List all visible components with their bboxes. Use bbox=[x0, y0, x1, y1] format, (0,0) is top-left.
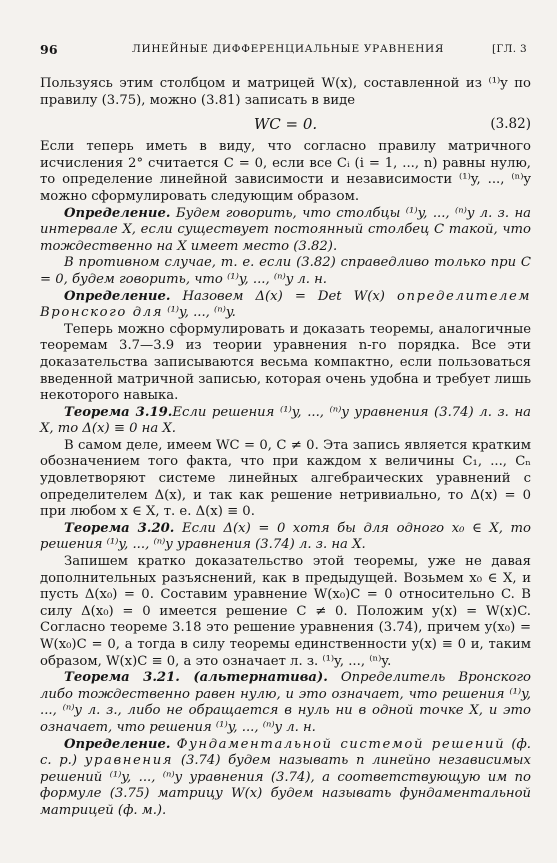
paragraph: Запишем кратко доказательство этой теоремы, уже не давая дополнительных разъяснений, как в предыдущей. Возьмем x₀ ∈ X, и пусть Δ(x₀) = 0. Составим уравнение W(x₀)C = 0 относительно C. В силу Δ(x₀) = 0 имеется решение C ≠ 0. Положим y(x) = W(x)C. Согласно теореме 3.18 это решение уравнения (3.74), причем y(x₀) = W(x₀)C = 0, а тогда в силу теоремы единственности y(x) ≡ 0 и, таким образом, W(x)C ≡ 0, а это означает л. з. ⁽¹⁾y, ..., ⁽ⁿ⁾y. bbox=[40, 554, 531, 669]
definition-paragraph bbox=[40, 289, 531, 322]
definition-heading: Определение. bbox=[64, 288, 171, 304]
theorem-text: Определитель Вронского либо тождественно равен нулю, и это означает, что решения ⁽¹⁾y, ..., ⁽ⁿ⁾y л. з., либо не обращается в нуль ни в одной точке X, и это означает, что решения ⁽¹⁾y, ..., ⁽ⁿ⁾y л. н. bbox=[40, 670, 531, 735]
page-header bbox=[40, 42, 527, 64]
definition-heading: Определение. bbox=[64, 736, 171, 752]
definition-paragraph bbox=[40, 206, 531, 256]
definition-text: (3.74) будем называть n линейно независимых решений ⁽¹⁾y, ..., ⁽ⁿ⁾y уравнения (3.74), а соответствующую им по формуле (3.75) матрицу W(x) будем называть фундаментальной матрицей (ф. м.). bbox=[40, 753, 531, 818]
chapter-label: [ГЛ. 3 bbox=[492, 43, 527, 55]
definition-term: определителем Вронского для bbox=[40, 288, 531, 321]
definition-paragraph bbox=[40, 737, 531, 820]
theorem-heading: Теорема 3.20. bbox=[64, 520, 175, 536]
paragraph: В противном случае, т. е. если (3.82) справедливо только при C = 0, будем говорить, что ⁽¹⁾y, ..., ⁽ⁿ⁾y л. н. bbox=[40, 255, 531, 287]
theorem-text: Если Δ(x) = 0 хотя бы для одного x₀ ∈ X, то решения ⁽¹⁾y, ..., ⁽ⁿ⁾y уравнения (3.74) л. з. на X. bbox=[40, 520, 531, 553]
equation-number: (3.82) bbox=[490, 116, 531, 133]
definition-heading: Определение. bbox=[64, 205, 171, 221]
paragraph: Если теперь иметь в виду, что согласно правилу матричного исчисления 2° считается C = 0, если все Cᵢ (i = 1, ..., n) равны нулю, то определение линейной зависимости и независимости ⁽¹⁾y, ..., ⁽ⁿ⁾y можно сформулировать следующим образом. bbox=[40, 139, 531, 204]
definition-text: (ф. с. р.) bbox=[40, 736, 531, 769]
definition-term: Фундаментальной системой решений bbox=[176, 736, 506, 752]
theorem-heading: Теорема 3.21. (альтернатива). bbox=[64, 670, 328, 686]
paragraph: Пользуясь этим столбцом и матрицей W(x), составленной из ⁽¹⁾y по правилу (3.75), можно (3.81) записать в виде bbox=[40, 76, 531, 108]
display-formula bbox=[40, 109, 531, 139]
theorem-paragraph bbox=[40, 405, 531, 438]
definition-text: Будем говорить, что столбцы ⁽¹⁾y, ..., ⁽ⁿ⁾y л. з. на интервале X, если существует постоянный столбец C такой, что тождественно на X имеет место (3.82). bbox=[40, 205, 531, 254]
theorem-text: Если решения ⁽¹⁾y, ..., ⁽ⁿ⁾y уравнения (3.74) л. з. на X, то Δ(x) ≡ 0 на X. bbox=[40, 404, 532, 437]
page-body bbox=[40, 76, 531, 820]
definition-text: ⁽¹⁾y, ..., ⁽ⁿ⁾y. bbox=[167, 305, 236, 321]
theorem-heading: Теорема 3.19. bbox=[64, 404, 173, 420]
page-number: 96 bbox=[40, 42, 58, 57]
theorem-paragraph bbox=[40, 521, 531, 554]
definition-term: уравнения bbox=[84, 753, 174, 769]
formula-text: WC = 0. bbox=[253, 115, 318, 134]
theorem-paragraph bbox=[40, 670, 531, 736]
definition-text: Назовем Δ(x) = Det W(x) bbox=[182, 288, 385, 304]
paragraph: Теперь можно сформулировать и доказать теоремы, аналогичные теоремам 3.7—3.9 из теории уравнения n-го порядка. Все эти доказательства записываются весьма компактно, если пользоваться введенной матричной записью, которая очень удобна и требует лишь некоторого навыка. bbox=[40, 321, 531, 404]
running-title: ЛИНЕЙНЫЕ ДИФФЕРЕНЦИАЛЬНЫЕ УРАВНЕНИЯ bbox=[132, 43, 445, 55]
paragraph: В самом деле, имеем WC = 0, C ≠ 0. Эта запись является кратким обозначением того факта, что при каждом x величины C₁, ..., Cₙ удовлетворяют системе линейных алгебраических уравнений с определителем Δ(x), и так как решение нетривиально, то Δ(x) = 0 при любом x ∈ X, т. е. Δ(x) ≡ 0. bbox=[40, 437, 531, 520]
